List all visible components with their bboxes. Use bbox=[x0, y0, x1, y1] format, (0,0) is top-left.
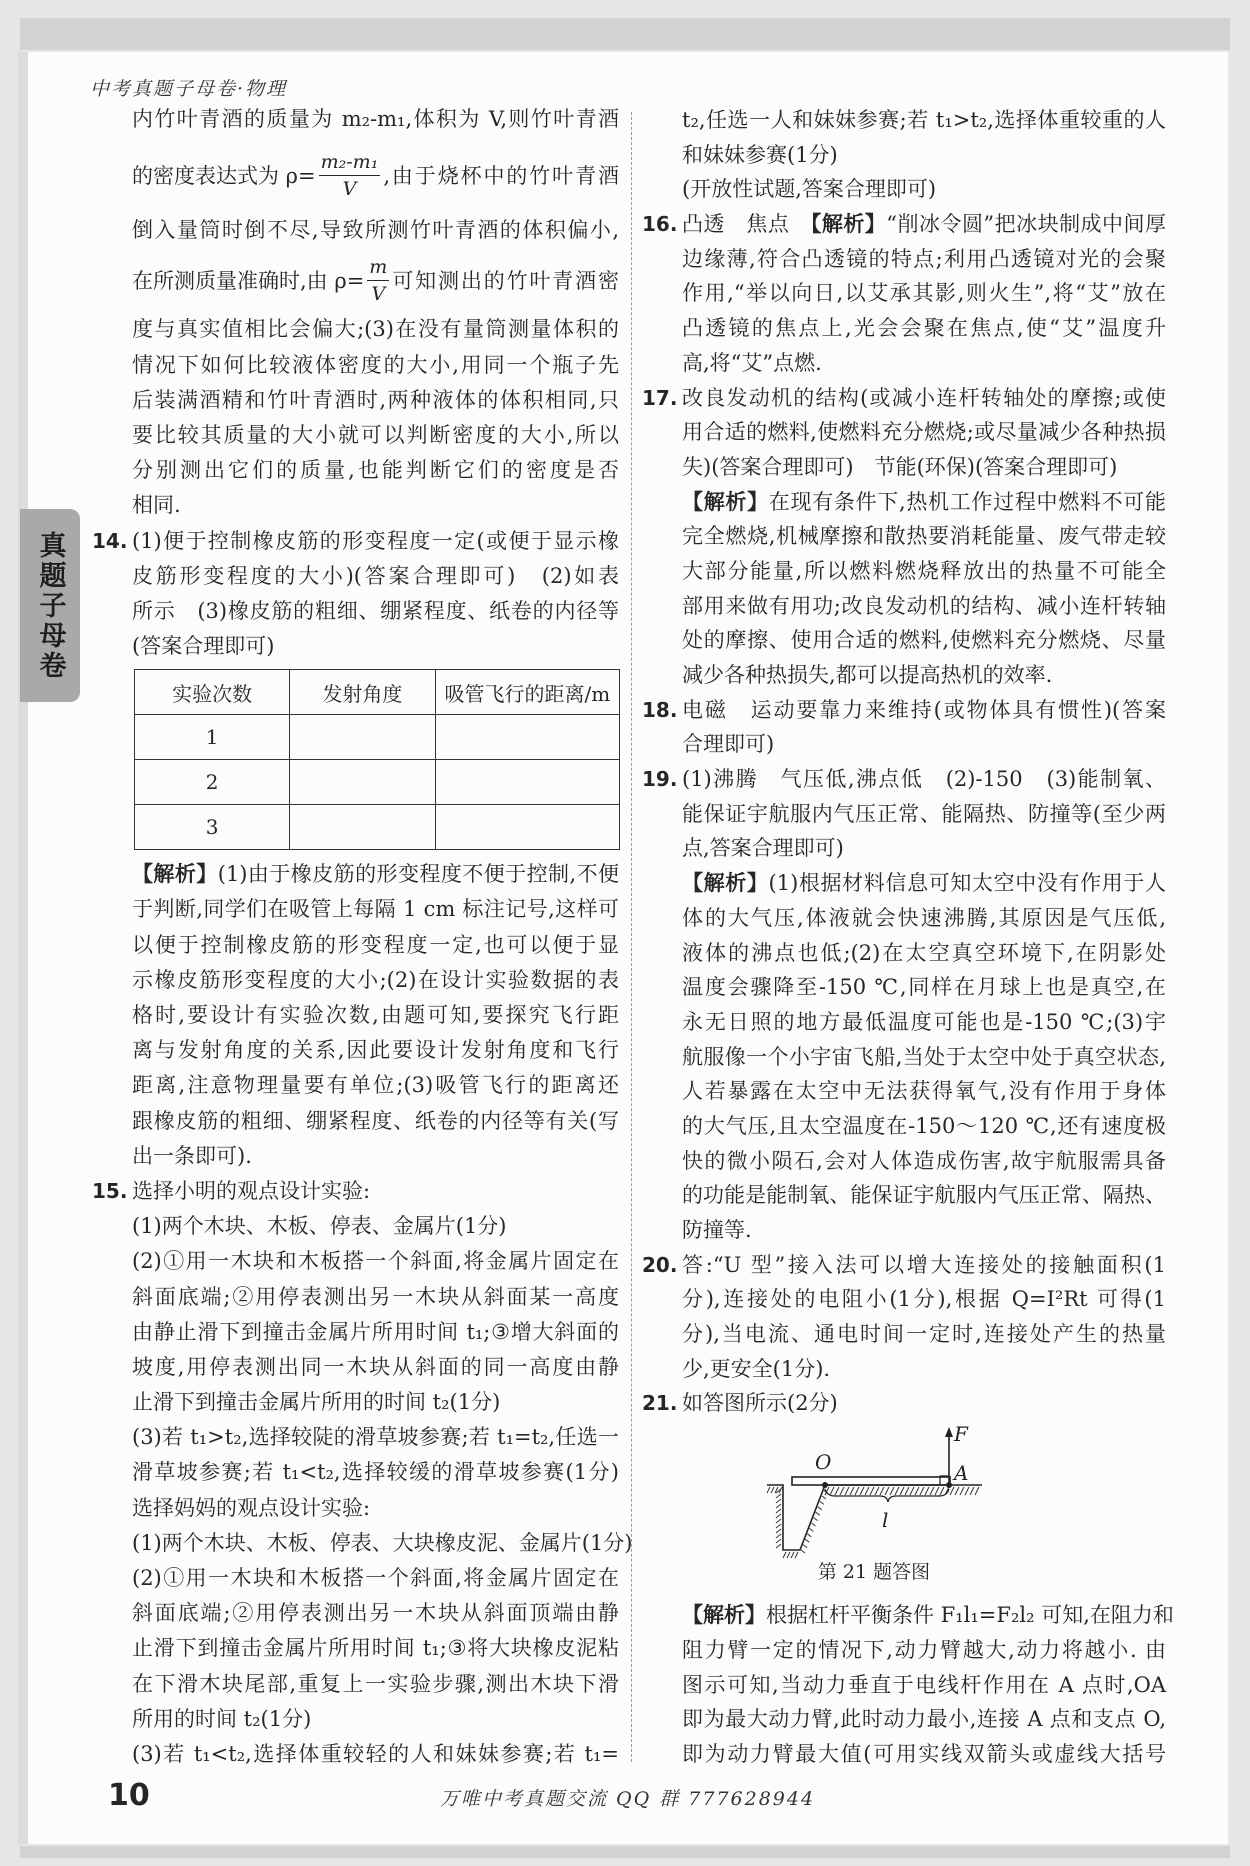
table-header-cell: 发射角度 bbox=[290, 670, 436, 715]
line-text: 合理即可) bbox=[682, 732, 775, 757]
text-line bbox=[132, 1209, 619, 1244]
text-line bbox=[682, 1668, 1166, 1703]
line-text: 分),连接处的电阻小(1分),根据 Q=I²Rt 可得(1 bbox=[682, 1287, 1166, 1312]
text-line bbox=[132, 102, 619, 137]
line-text: 边缘薄,符合凸透镜的特点;利用凸透镜对光的会聚 bbox=[682, 246, 1166, 271]
text-line bbox=[682, 1737, 1166, 1772]
line-text: 失)(答案合理即可) 节能(环保)(答案合理即可) bbox=[682, 454, 1118, 479]
question-number: 19. bbox=[642, 767, 678, 792]
line-text: (1)两个木块、木板、停表、大块橡皮泥、金属片(1分) bbox=[132, 1530, 633, 1555]
line-text: 要比较其质量的大小就可以判断密度的大小,所以 bbox=[132, 422, 619, 447]
text-line bbox=[132, 559, 619, 594]
text-line bbox=[132, 928, 619, 963]
question-answer-line bbox=[642, 1386, 1166, 1421]
text-line bbox=[132, 1068, 619, 1103]
line-text: 相同. bbox=[132, 493, 181, 518]
text-line bbox=[132, 213, 619, 248]
question-answer-line bbox=[642, 693, 1166, 728]
fraction-denominator: V bbox=[342, 177, 357, 200]
text-line bbox=[682, 1040, 1166, 1075]
question-number: 16. bbox=[642, 212, 678, 237]
question-answer-line bbox=[642, 762, 1166, 797]
question-answer-line bbox=[92, 524, 619, 559]
text-line bbox=[132, 629, 619, 664]
line-text: (1)沸腾 气压低,沸点低 (2)-150 (3)能制氧、 bbox=[682, 767, 1166, 792]
line-text: 大部分能量,所以燃料燃烧释放出的热量不可能全 bbox=[682, 558, 1166, 583]
text-line bbox=[682, 1178, 1166, 1213]
line-text: 由静止滑下到撞击金属片所用时间 t₁;③增大斜面的 bbox=[132, 1319, 619, 1344]
lever-pole bbox=[792, 1477, 950, 1485]
text-line bbox=[132, 488, 619, 523]
line-text: 点,答案合理即可) bbox=[682, 836, 844, 861]
text-line bbox=[682, 727, 1166, 762]
table-header-cell: 实验次数 bbox=[135, 670, 290, 715]
line-text: 于判断,同学们在吸管上每隔 1 cm 标注记号,这样可 bbox=[132, 897, 619, 922]
line-text: 的大气压,且太空温度在-150～120 ℃,还有速度极 bbox=[682, 1113, 1166, 1138]
line-text: (1)由于橡皮筋的形变程度不便于控制,不便 bbox=[217, 862, 620, 887]
analysis-tag: 【解析】 bbox=[132, 862, 218, 887]
line-text: 凸透 焦点 bbox=[682, 212, 811, 237]
line-text: 处的摩擦、使用合适的燃料,使燃料充分燃烧、尽量 bbox=[682, 628, 1166, 653]
line-text: 后装满酒精和竹叶青酒时,两种液体的体积相同,只 bbox=[132, 387, 619, 412]
text-line bbox=[682, 172, 1166, 207]
line-text: 电磁 运动要靠力来维持(或物体具有惯性)(答案 bbox=[682, 697, 1166, 722]
line-text: 的功能是能制氧、能保证宇航服内气压正常、隔热、 bbox=[682, 1183, 1166, 1208]
label-F: F bbox=[954, 1422, 968, 1447]
text-line bbox=[132, 312, 619, 347]
question-number: 18. bbox=[642, 697, 678, 722]
line-text: 凸透镜的焦点上,光会会聚在焦点,使“艾”温度升 bbox=[682, 316, 1166, 341]
text-line bbox=[682, 1317, 1166, 1352]
text-line bbox=[132, 1315, 619, 1350]
line-text: 和妹妹参赛(1分) bbox=[682, 142, 838, 167]
footer-text: 万唯中考真题交流 QQ 群 777628944 bbox=[440, 1788, 816, 1810]
line-text: 完全燃烧,机械摩擦和散热要消耗能量、废气带走较 bbox=[682, 524, 1166, 549]
table-cell bbox=[290, 805, 436, 850]
line-text: 情况下如何比较液体密度的大小,用同一个瓶子先 bbox=[132, 352, 619, 377]
line-text: t₂,任选一人和妹妹参赛;若 t₁>t₂,选择体重较重的人 bbox=[682, 108, 1166, 132]
line-text: 皮筋形变程度的大小)(答案合理即可) (2)如表 bbox=[132, 563, 619, 588]
formula-line bbox=[132, 248, 619, 312]
text-line bbox=[682, 519, 1166, 554]
text-line bbox=[682, 276, 1166, 311]
text-line bbox=[682, 1702, 1166, 1737]
fraction-numerator: m₂-m₁ bbox=[319, 149, 381, 176]
text-line bbox=[682, 797, 1166, 832]
label-l: l bbox=[882, 1508, 889, 1533]
text-line bbox=[682, 1213, 1166, 1248]
line-text: 部用来做有用功;改良发动机的结构、减小连杆转轴 bbox=[682, 593, 1166, 618]
text-line bbox=[682, 311, 1166, 346]
question-number: 17. bbox=[642, 385, 678, 410]
line-text: 减少各种热损失,都可以提高热机的效率. bbox=[682, 663, 1053, 687]
fraction-numerator: m bbox=[367, 254, 389, 281]
page-number: 10 bbox=[108, 1778, 150, 1813]
text-line bbox=[132, 892, 619, 927]
text-line bbox=[682, 415, 1166, 450]
line-text: 坡度,用停表测出同一木块从斜面的同一高度由静 bbox=[132, 1354, 619, 1379]
analysis-tag: 【解析】 bbox=[810, 212, 887, 237]
text-line bbox=[132, 857, 619, 892]
table-cell: 2 bbox=[135, 760, 290, 805]
line-text: 出一条即可). bbox=[132, 1143, 252, 1168]
line-text: 即为动力臂最大值(可用实线双箭头或虚线大括号 bbox=[682, 1741, 1166, 1766]
line-text: 以便于控制橡皮筋的形变程度一定,也可以便于显 bbox=[132, 932, 619, 957]
formula-text-before: 的密度表达式为 ρ= bbox=[132, 164, 316, 189]
line-text: “削冰令圆”把冰块制成中间厚 bbox=[886, 212, 1166, 237]
text-line bbox=[132, 1244, 619, 1279]
text-line bbox=[132, 1491, 619, 1526]
line-text: 离与发射角度的关系,因此要设计发射角度和飞行 bbox=[132, 1038, 619, 1063]
analysis-tag: 【解析】 bbox=[682, 489, 769, 514]
side-tab-label: 真题子母卷 bbox=[34, 530, 66, 681]
table-cell bbox=[435, 805, 619, 850]
table-cell bbox=[435, 760, 619, 805]
question-number: 14. bbox=[92, 528, 128, 553]
text-line bbox=[132, 383, 619, 418]
line-text: 温度会骤降至-150 ℃,同样在月球上也是真空,在 bbox=[682, 975, 1166, 1000]
line-text: 格时,要设计有实验次数,由题可知,要探究飞行距 bbox=[132, 1003, 619, 1027]
line-text: (1)两个木块、木板、停表、金属片(1分) bbox=[132, 1214, 507, 1239]
line-text: 用合适的燃料,使燃料充分燃烧;或尽量减少各种热损 bbox=[682, 420, 1166, 445]
table-header-cell: 吸管飞行的距离/m bbox=[435, 670, 619, 715]
text-line bbox=[682, 1633, 1166, 1668]
text-line bbox=[682, 1109, 1166, 1144]
table-cell: 1 bbox=[135, 715, 290, 760]
text-line bbox=[132, 1702, 619, 1737]
fraction bbox=[319, 149, 381, 202]
text-line bbox=[682, 1352, 1166, 1387]
text-line bbox=[132, 1737, 619, 1772]
lever-diagram bbox=[682, 1421, 1166, 1561]
text-line bbox=[132, 1455, 619, 1490]
text-line bbox=[132, 1420, 619, 1455]
question-answer-line bbox=[642, 207, 1166, 242]
text-line bbox=[132, 1526, 633, 1561]
text-line bbox=[682, 658, 1166, 693]
line-text: 度与真实值相比会偏大;(3)在没有量筒测量体积的 bbox=[132, 317, 619, 342]
text-line bbox=[682, 936, 1166, 971]
formula-line bbox=[132, 137, 619, 213]
text-line bbox=[682, 901, 1166, 936]
text-line bbox=[682, 138, 1166, 173]
question-number: 20. bbox=[642, 1252, 678, 1277]
text-line bbox=[682, 970, 1166, 1005]
line-text: (1)根据材料信息可知太空中没有作用于人 bbox=[768, 871, 1167, 896]
line-text: 在现有条件下,热机工作过程中燃料不可能 bbox=[768, 489, 1166, 514]
text-line bbox=[132, 348, 619, 383]
line-text: 人若暴露在太空中无法获得氧气,没有作用于身体 bbox=[682, 1079, 1166, 1104]
text-line bbox=[682, 346, 1166, 381]
question-number: 15. bbox=[92, 1178, 128, 1203]
line-text: 液体的沸点也低;(2)在太空真空环境下,在阴影处 bbox=[682, 940, 1166, 965]
fraction bbox=[367, 254, 389, 307]
line-text: 倒入量筒时倒不尽,导致所测竹叶青酒的体积偏小, bbox=[132, 218, 619, 243]
line-text: 阻力臂一定的情况下,动力臂越大,动力将越小. 由 bbox=[682, 1637, 1166, 1662]
line-text: 分),当电流、通电时间一定时,连接处产生的热量 bbox=[682, 1322, 1166, 1347]
line-text: 永无日照的地方最低温度可能也是-150 ℃;(3)宇 bbox=[682, 1009, 1166, 1034]
line-text: 分别测出它们的质量,也能判断它们的密度是否 bbox=[132, 458, 619, 483]
line-text: (2)①用一木块和木板搭一个斜面,将金属片固定在 bbox=[132, 1249, 619, 1274]
line-text: (1)便于控制橡皮筋的形变程度一定(或便于显示橡 bbox=[132, 528, 619, 553]
text-line bbox=[132, 1350, 619, 1385]
line-text: 答:“U 型”接入法可以增大连接处的接触面积(1 bbox=[682, 1252, 1166, 1277]
formula-text-after: ,由于烧杯中的竹叶青酒 bbox=[383, 164, 619, 189]
table-cell bbox=[435, 715, 619, 760]
point-A bbox=[946, 1482, 952, 1488]
line-text: 高,将“艾”点燃. bbox=[682, 350, 822, 375]
line-text: 能保证宇航服内气压正常、能隔热、防撞等(至少两 bbox=[682, 801, 1166, 826]
text-line bbox=[132, 1280, 619, 1315]
text-line bbox=[682, 1282, 1166, 1317]
column-divider bbox=[631, 112, 632, 1762]
line-text: (3)若 t₁>t₂,选择较陡的滑草坡参赛;若 t₁=t₂,任选一 bbox=[132, 1425, 619, 1450]
text-line bbox=[132, 594, 619, 629]
running-header: 中考真题子母卷·物理 bbox=[90, 78, 288, 100]
line-text: 作用,“举以向日,以艾承其影,则火生”,将“艾”放在 bbox=[682, 281, 1166, 306]
force-arrow-head bbox=[945, 1427, 953, 1437]
question-answer-line bbox=[92, 1174, 619, 1209]
formula-text-after: 可知测出的竹叶青酒密 bbox=[392, 269, 619, 294]
text-line bbox=[132, 453, 619, 488]
table-header-row bbox=[135, 670, 620, 715]
table-cell bbox=[290, 715, 436, 760]
table-cell bbox=[290, 760, 436, 805]
text-line bbox=[682, 866, 1166, 901]
experiment-table bbox=[134, 669, 620, 850]
text-line bbox=[682, 485, 1166, 520]
line-text: 跟橡皮筋的粗细、绷紧程度、纸卷的内径等有关(写 bbox=[132, 1108, 619, 1133]
label-O: O bbox=[815, 1450, 832, 1475]
question-answer-line bbox=[642, 1248, 1166, 1283]
line-text: 所用的时间 t₂(1分) bbox=[132, 1706, 312, 1731]
text-line bbox=[132, 963, 619, 998]
line-text: 少,更安全(1分). bbox=[682, 1356, 831, 1381]
table-row bbox=[135, 760, 620, 805]
line-text: 图示可知,当动力垂直于电线杆作用在 A 点时,OA bbox=[682, 1672, 1166, 1697]
formula-text-before: 在所测质量准确时,由 ρ= bbox=[132, 269, 365, 294]
analysis-tag: 【解析】 bbox=[682, 871, 769, 896]
table-row bbox=[135, 805, 620, 850]
line-text: (2)①用一木块和木板搭一个斜面,将金属片固定在 bbox=[132, 1566, 619, 1590]
text-line bbox=[682, 1144, 1166, 1179]
text-line bbox=[682, 242, 1166, 277]
text-line bbox=[682, 1005, 1166, 1040]
line-text: 改良发动机的结构(或减小连杆转轴处的摩擦;或使 bbox=[682, 385, 1166, 410]
text-line bbox=[132, 1631, 619, 1666]
line-text: 距离,注意物理量要有单位;(3)吸管飞行的距离还 bbox=[132, 1073, 619, 1098]
question-answer-line bbox=[642, 381, 1166, 416]
line-text: 斜面底端;②用停表测出另一木块从斜面顶端由静 bbox=[132, 1601, 619, 1626]
line-text: 止滑下到撞击金属片所用时间 t₁;③将大块橡皮泥粘 bbox=[132, 1636, 619, 1661]
line-text: (答案合理即可) bbox=[132, 634, 275, 659]
line-text: 示橡皮筋形变程度的大小;(2)在设计实验数据的表 bbox=[132, 967, 619, 992]
line-text: 即为最大动力臂,此时动力最小,连接 A 点和支点 O, bbox=[682, 1707, 1166, 1732]
lever-diagram-figure bbox=[682, 1421, 1166, 1598]
line-text: 斜面底端;②用停表测出另一木块从斜面某一高度 bbox=[132, 1284, 619, 1309]
line-text: 选择妈妈的观点设计实验: bbox=[132, 1495, 371, 1520]
line-text: 快的微小陨石,会对人体造成伤害,故宇航服需具备 bbox=[682, 1148, 1166, 1173]
line-text: (开放性试题,答案合理即可) bbox=[682, 177, 937, 202]
question-number: 21. bbox=[642, 1391, 678, 1416]
right-column bbox=[642, 103, 1174, 1772]
text-line bbox=[682, 1598, 1174, 1633]
text-line bbox=[132, 1561, 619, 1596]
left-column bbox=[92, 102, 633, 1772]
line-text: 止滑下到撞击金属片所用的时间 t₂(1分) bbox=[132, 1390, 501, 1415]
text-line bbox=[132, 1385, 619, 1420]
line-text: 防撞等. bbox=[682, 1218, 752, 1242]
table-row bbox=[135, 715, 620, 760]
line-text: (3)若 t₁<t₂,选择体重较轻的人和妹妹参赛;若 t₁= bbox=[132, 1741, 619, 1766]
line-text: 如答图所示(2分) bbox=[682, 1391, 838, 1416]
text-line bbox=[132, 1033, 619, 1068]
text-line bbox=[682, 623, 1166, 658]
text-line bbox=[682, 589, 1166, 624]
line-text: 根据杠杆平衡条件 F₁l₁=F₂l₂ 可知,在阻力和 bbox=[766, 1603, 1174, 1628]
text-line bbox=[132, 418, 619, 453]
text-line bbox=[682, 450, 1166, 485]
line-text: 在下滑木块尾部,重复上一实验步骤,测出木块下滑 bbox=[132, 1671, 619, 1696]
line-text: 航服像一个小宇宙飞船,当处于太空中处于真空状态, bbox=[682, 1044, 1166, 1069]
text-line bbox=[132, 998, 619, 1033]
text-line bbox=[132, 1596, 619, 1631]
line-text: 体的大气压,体液就会快速沸腾,其原因是气压低, bbox=[682, 905, 1166, 930]
ground-hatching bbox=[767, 1487, 979, 1558]
text-line bbox=[682, 554, 1166, 589]
fraction-denominator: V bbox=[371, 282, 386, 305]
line-text: 滑草坡参赛;若 t₁<t₂,选择较缓的滑草坡参赛(1分) bbox=[132, 1460, 619, 1485]
side-tab bbox=[20, 509, 80, 702]
text-line bbox=[132, 1139, 619, 1174]
analysis-tag: 【解析】 bbox=[682, 1603, 766, 1628]
figure-caption: 第 21 题答图 bbox=[817, 1561, 931, 1584]
text-line bbox=[682, 831, 1166, 866]
line-text: 内竹叶青酒的质量为 m₂-m₁,体积为 V,则竹叶青酒 bbox=[132, 107, 619, 131]
scan-border-bottom bbox=[20, 1846, 1230, 1858]
text-line bbox=[132, 1104, 619, 1139]
scan-border-top bbox=[20, 18, 1230, 50]
label-A: A bbox=[954, 1461, 969, 1486]
text-line bbox=[132, 1667, 619, 1702]
pivot-point-O bbox=[822, 1482, 828, 1488]
text-line bbox=[682, 1074, 1166, 1109]
line-text: 所示 (3)橡皮筋的粗细、绷紧程度、纸卷的内径等 bbox=[132, 598, 619, 623]
line-text: 选择小明的观点设计实验: bbox=[132, 1178, 371, 1203]
table-cell: 3 bbox=[135, 805, 290, 850]
text-line bbox=[682, 103, 1166, 138]
